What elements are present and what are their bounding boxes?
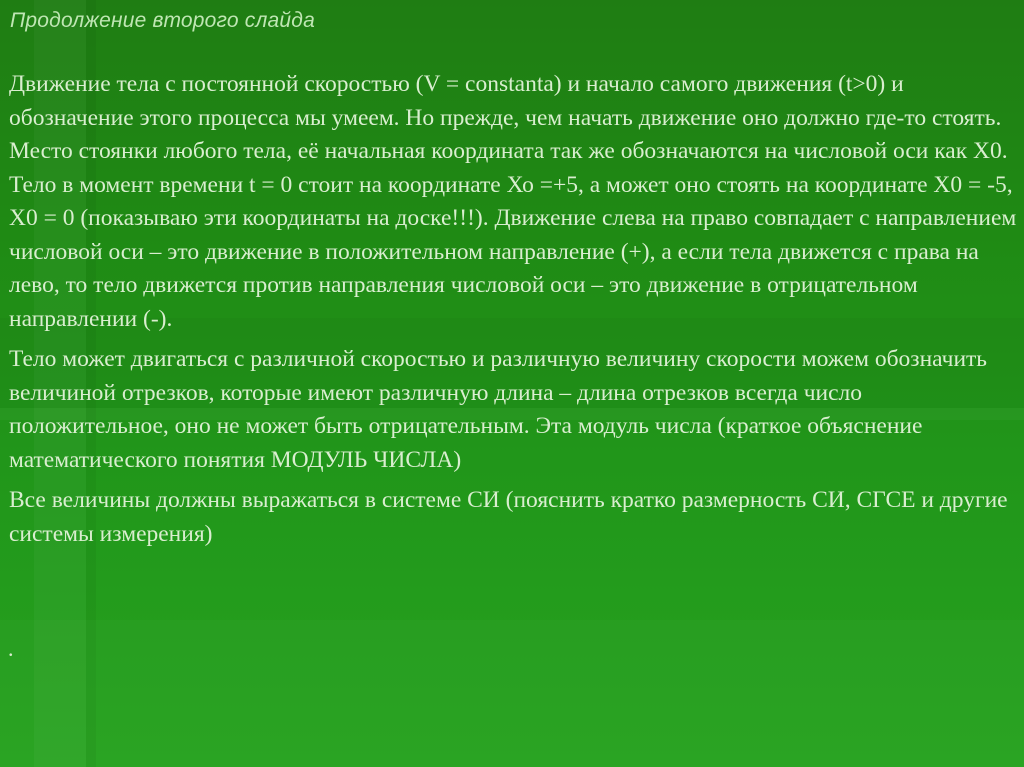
slide-body [9, 68, 1017, 558]
background-stripe [0, 620, 1024, 767]
slide-title: Продолжение второго слайда [10, 9, 315, 32]
body-paragraph: Все величины должны выражаться в системе СИ (пояснить кратко размерность СИ, СГСЕ и другие системы измерения) [9, 487, 1008, 547]
body-paragraph: Тело может двигаться с различной скоростью и различную величину скорости можем обозначить величиной отрезков, которые имеют различную длина – длина отрезков всегда число положительное, оно не может быть отрицательным. Эта модуль числа (краткое объяснение математического понятия МОДУЛЬ ЧИСЛА) [9, 346, 988, 473]
body-paragraph: Движение тела с постоянной скоростью (V = constanta) и начало самого движения (t>0) и обозначение этого процесса мы умеем. Но прежде, чем начать движение оно должно где-то стоять. Место стоянки любого тела, её начальная координата так же обозначаются на числовой оси как Х0. Тело в момент времени t = 0 стоит на координате Хо =+5, а может оно стоять на координате Х0 = -5, Х0 = 0 (показываю эти координаты на доске!!!). Движение слева на право совпадает с направлением числовой оси – это движение в положительном направление (+), а если тела движется с права на лево, то тело движется против направления числовой оси – это движение в отрицательном направлении (-). [9, 71, 1017, 332]
trailing-mark: . [8, 636, 14, 661]
